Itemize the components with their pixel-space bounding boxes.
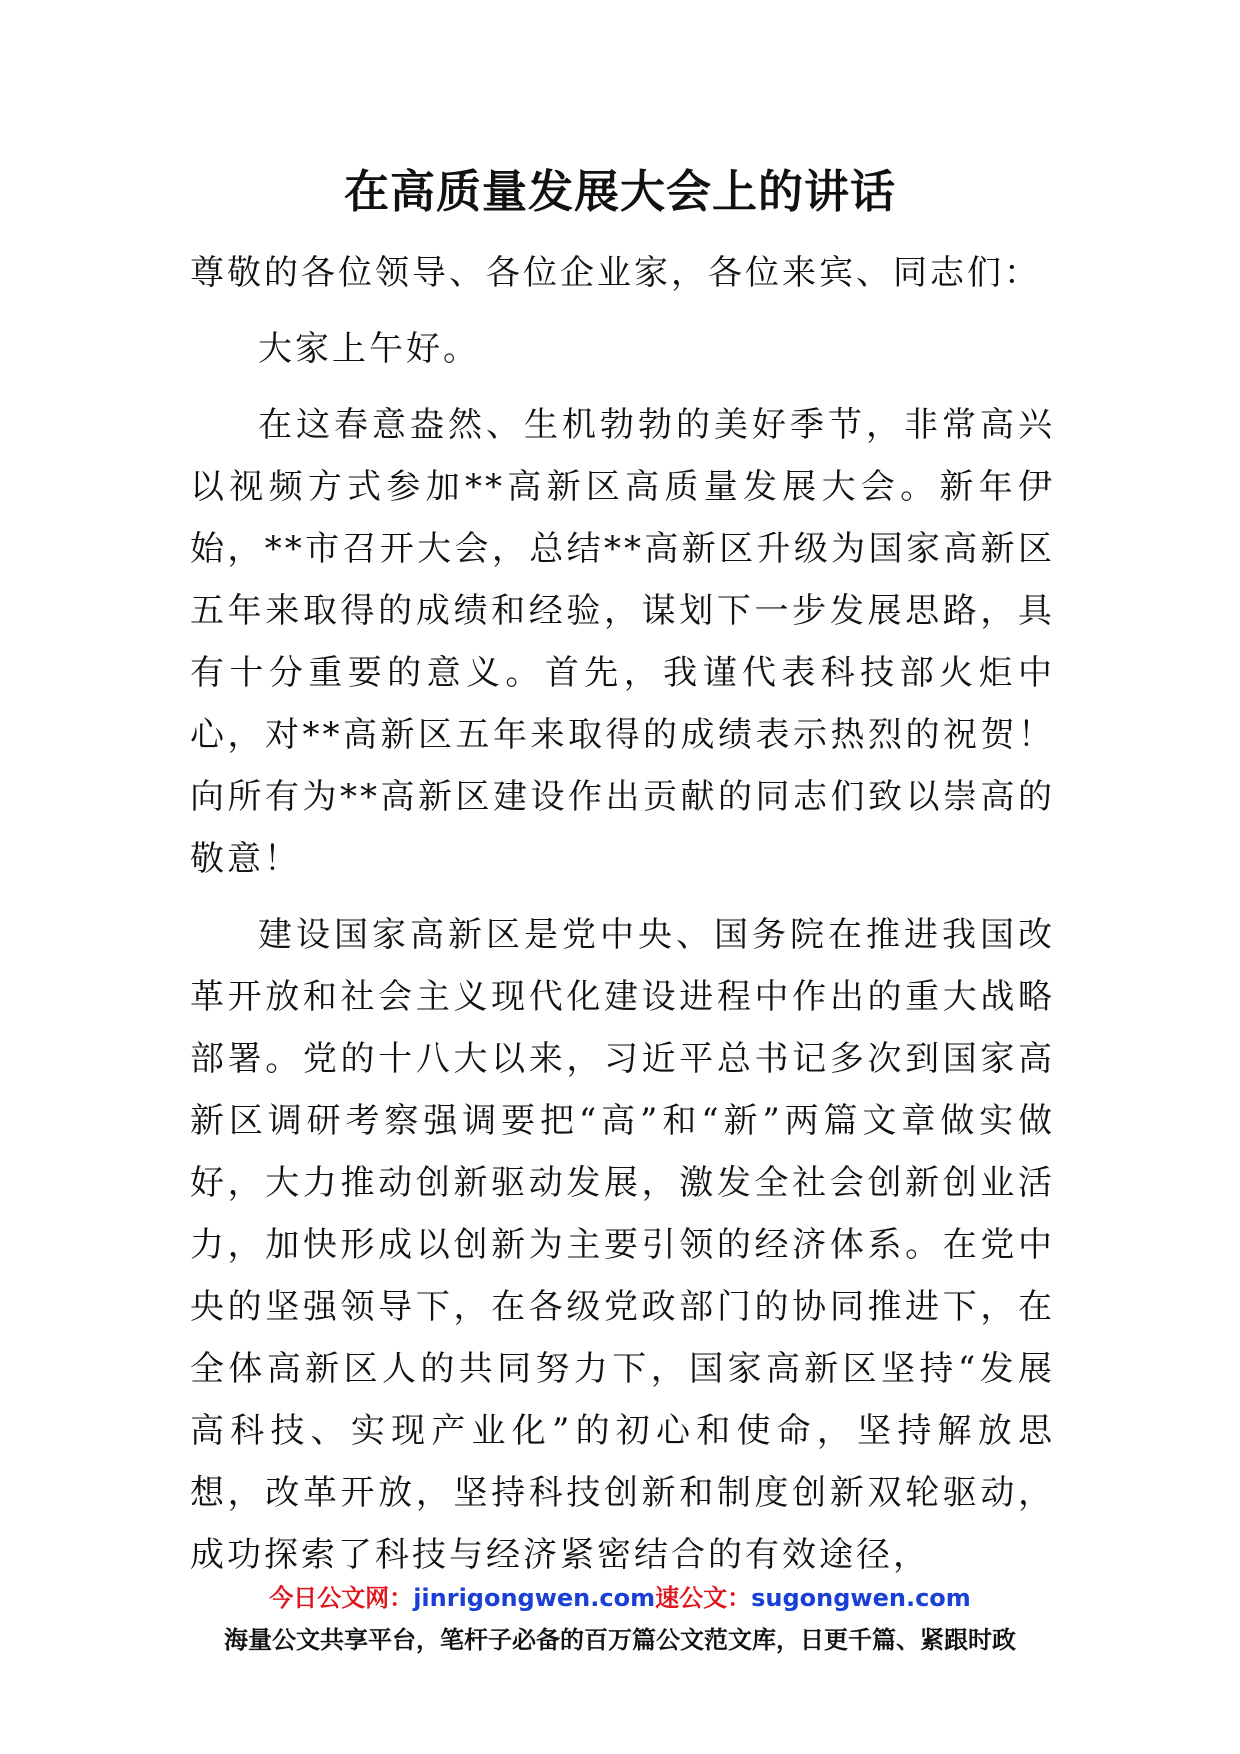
paragraph-opening: 在这春意盎然、生机勃勃的美好季节，非常高兴以视频方式参加**高新区高质量发展大会。新年伊始，**市召开大会，总结**高新区升级为国家高新区五年来取得的成绩和经验，谋划下一步发展思路，具有十分重要的意义。首先，我谨代表科技部火炬中心，对**高新区五年来取得的成绩表示热烈的祝贺！向所有为**高新区建设作出贡献的同志们致以崇高的敬意！ <box>190 405 1055 879</box>
salutation: 尊敬的各位领导、各位企业家，各位来宾、同志们： <box>190 253 1041 293</box>
footer-tagline: 海量公文共享平台，笔杆子必备的百万篇公文范文库，日更千篇、紧跟时政 <box>224 1626 1016 1654</box>
document-title: 在高质量发展大会上的讲话 <box>343 165 896 218</box>
paragraph-greeting: 大家上午好。 <box>258 329 480 369</box>
document-body <box>190 242 1055 1600</box>
footer-sites <box>0 1582 1240 1614</box>
site2-url[interactable]: sugongwen.com <box>751 1584 971 1612</box>
site1-label: 今日公文网： <box>269 1584 414 1612</box>
paragraph-strategy: 建设国家高新区是党中央、国务院在推进我国改革开放和社会主义现代化建设进程中作出的重大战略部署。党的十八大以来，习近平总书记多次到国家高新区调研考察强调要把“高”和“新”两篇文章做实做好，大力推动创新驱动发展，激发全社会创新创业活力，加快形成以创新为主要引领的经济体系。在党中央的坚强领导下，在各级党政部门的协同推进下，在全体高新区人的共同努力下，国家高新区坚持“发展高科技、实现产业化”的初心和使命，坚持解放思想，改革开放，坚持科技创新和制度创新双轮驱动，成功探索了科技与经济紧密结合的有效途径， <box>190 915 1055 1575</box>
site1-url[interactable]: jinrigongwen.com <box>413 1584 656 1612</box>
site2-label: 速公文： <box>655 1584 752 1612</box>
